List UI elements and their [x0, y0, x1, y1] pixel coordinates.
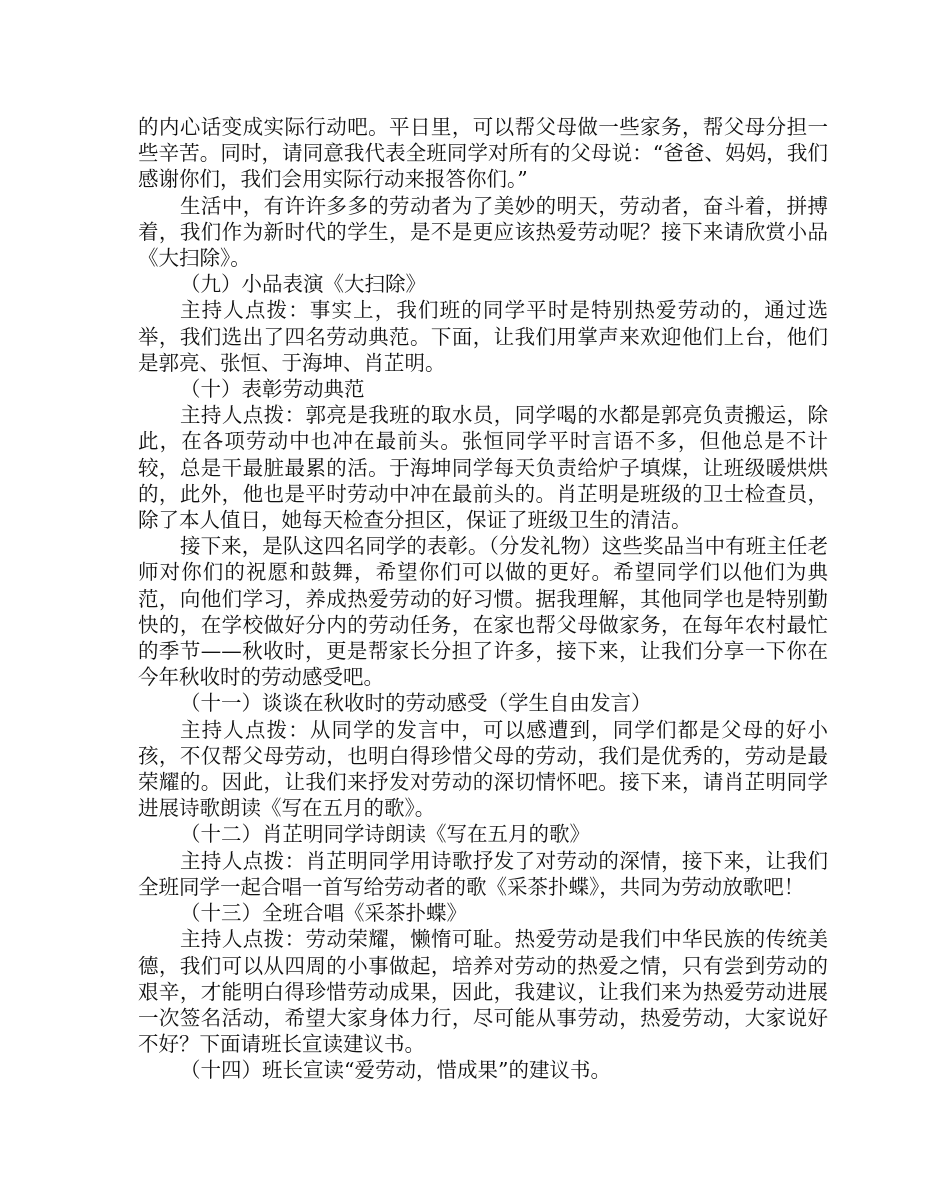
paragraph-body: 主持人点拨：从同学的发言中，可以感遭到，同学们都是父母的好小孩，不仅帮父母劳动，也明白得珍惜父母的劳动，我们是优秀的，劳动是最荣耀的。因此，让我们来抒发对劳动的深切情怀吧。接下来，请肖芷明同学进展诗歌朗读《写在五月的歌》。	[138, 717, 828, 821]
paragraph-body: 主持人点拨：肖芷明同学用诗歌抒发了对劳动的深情，接下来，让我们全班同学一起合唱一首写给劳动者的歌《采茶扑蝶》，共同为劳动放歌吧！	[138, 848, 828, 899]
section-heading-11: （十一）谈谈在秋收时的劳动感受（学生自由发言）	[180, 691, 652, 716]
section-heading-9: （九）小品表演《大扫除》	[180, 272, 426, 297]
document-page	[138, 114, 828, 1084]
paragraph-body: 主持人点拨：郭亮是我班的取水员，同学喝的水都是郭亮负责搬运，除此，在各项劳动中也冲在最前头。张恒同学平时言语不多，但他总是不计较，总是干最脏最累的活。于海坤同学每天负责给炉子填煤，让班级暖烘烘的，此外，他也是平时劳动中冲在最前头的。肖芷明是班级的卫士检查员，除了本人值日，她每天检查分担区，保证了班级卫生的清洁。	[138, 403, 828, 533]
section-heading-14: （十四）班长宣读“爱劳动，惜成果”的建议书。	[180, 1058, 611, 1083]
section-heading-10: （十）表彰劳动典范	[180, 377, 365, 402]
paragraph-body: 生活中，有许许多多的劳动者为了美妙的明天，劳动者，奋斗着，拼搏着，我们作为新时代的学生，是不是更应该热爱劳动呢？接下来请欣赏小品《大扫除》。	[138, 193, 828, 271]
section-heading-12: （十二）肖芷明同学诗朗读《写在五月的歌》	[180, 822, 590, 847]
paragraph-body: 接下来，是队这四名同学的表彰。（分发礼物）这些奖品当中有班主任老师对你们的祝愿和鼓舞，希望你们可以做的更好。希望同学们以他们为典范，向他们学习，养成热爱劳动的好习惯。据我理解，其他同学也是特别勤快的，在学校做好分内的劳动任务，在家也帮父母做家务，在每年农村最忙的季节——秋收时，更是帮家长分担了许多，接下来，让我们分享一下你在今年秋收时的劳动感受吧。	[138, 534, 828, 690]
paragraph-body: 主持人点拨：劳动荣耀，懒惰可耻。热爱劳动是我们中华民族的传统美德，我们可以从四周的小事做起，培养对劳动的热爱之情，只有尝到劳动的艰辛，才能明白得珍惜劳动成果，因此，我建议，让我们来为热爱劳动进展一次签名活动，希望大家身体力行，尽可能从事劳动，热爱劳动，大家说好不好？下面请班长宣读建议书。	[138, 927, 828, 1057]
paragraph-body: 主持人点拨：事实上，我们班的同学平时是特别热爱劳动的，通过选举，我们选出了四名劳动典范。下面，让我们用掌声来欢迎他们上台，他们是郭亮、张恒、于海坤、肖芷明。	[138, 298, 828, 375]
paragraph-continuation: 的内心话变成实际行动吧。平日里，可以帮父母做一些家务，帮父母分担一些辛苦。同时，请同意我代表全班同学对所有的父母说：“爸爸、妈妈，我们感谢你们，我们会用实际行动来报答你们。”	[138, 115, 828, 192]
section-heading-13: （十三）全班合唱《采茶扑蝶》	[180, 901, 467, 926]
